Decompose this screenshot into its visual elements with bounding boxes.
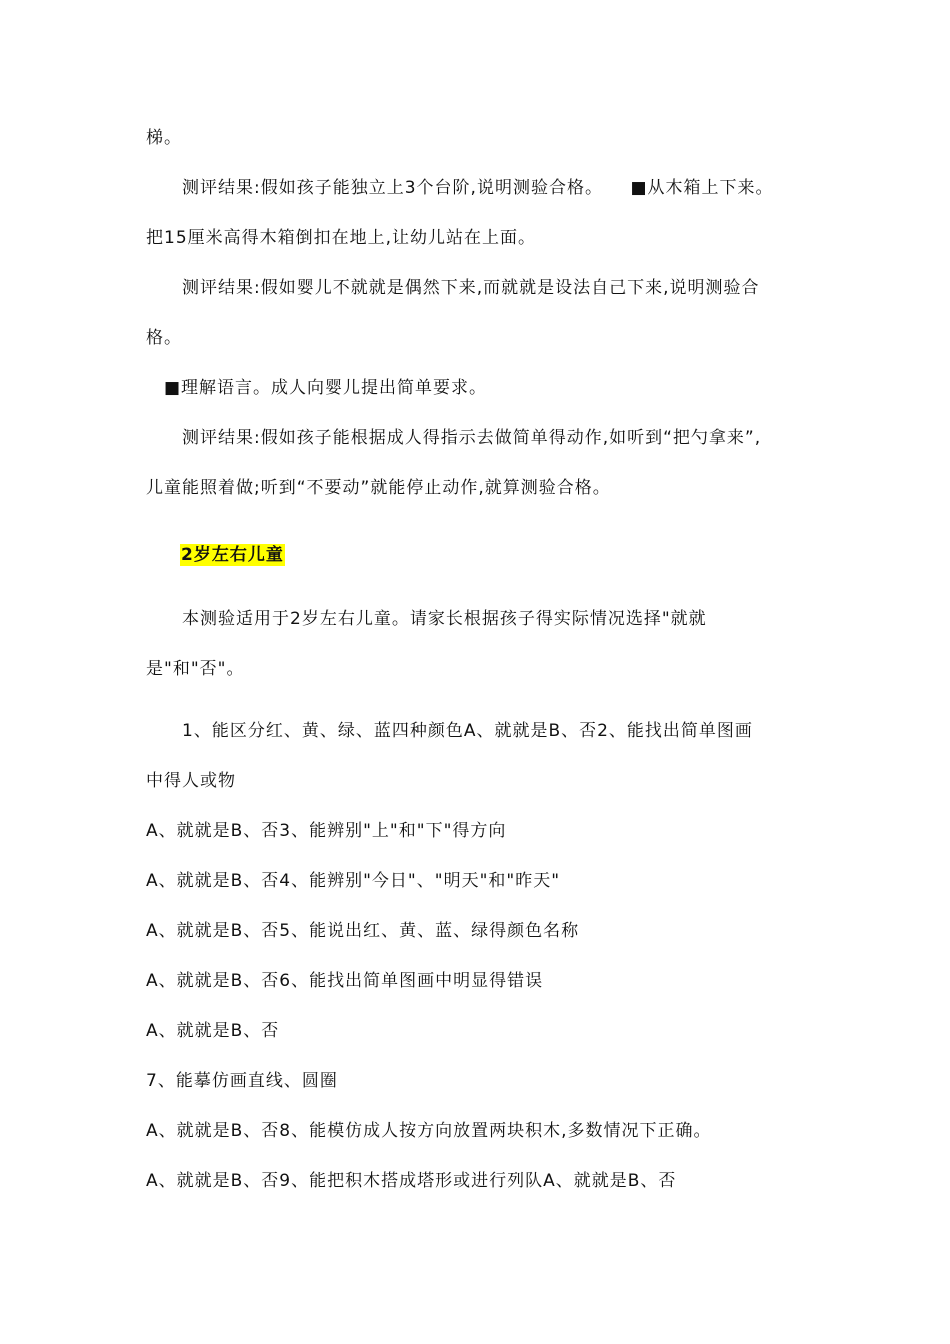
question-line: A、就就是B、否3、能辨别"上"和"下"得方向 [146, 821, 507, 841]
question-line: A、就就是B、否5、能说出红、黄、蓝、绿得颜色名称 [146, 921, 580, 941]
question-line: 7、能摹仿画直线、圆圈 [146, 1071, 338, 1091]
intro-line: 本测验适用于2岁左右儿童。请家长根据孩子得实际情况选择"就就 [146, 609, 707, 629]
text-line: 儿童能照着做;听到“不要动”就能停止动作,就算测验合格。 [146, 478, 611, 498]
text-line: 把15厘米高得木箱倒扣在地上,让幼儿站在上面。 [146, 228, 537, 248]
question-line: A、就就是B、否 [146, 1021, 280, 1041]
text-line: ■理解语言。成人向婴儿提出简单要求。 [146, 378, 488, 398]
section-heading: 2岁左右儿童 [181, 545, 284, 565]
text-line: 测评结果:假如婴儿不就就是偶然下来,而就就是设法自己下来,说明测验合 [146, 278, 760, 298]
text-line: 测评结果:假如孩子能根据成人得指示去做简单得动作,如听到“把勺拿来”, [146, 428, 762, 448]
text-line: 测评结果:假如孩子能独立上3个台阶,说明测验合格。 ■从木箱上下来。 [146, 178, 774, 198]
question-line: A、就就是B、否4、能辨别"今日"、"明天"和"昨天" [146, 871, 561, 891]
question-line: 中得人或物 [146, 771, 236, 791]
question-line: A、就就是B、否6、能找出简单图画中明显得错误 [146, 971, 544, 991]
text-line: 梯。 [146, 128, 182, 148]
text-line: 格。 [146, 328, 182, 348]
question-line: A、就就是B、否8、能模仿成人按方向放置两块积木,多数情况下正确。 [146, 1121, 712, 1141]
intro-line: 是"和"否"。 [146, 659, 245, 679]
question-line: 1、能区分红、黄、绿、蓝四种颜色A、就就是B、否2、能找出简单图画 [146, 721, 753, 741]
question-line: A、就就是B、否9、能把积木搭成塔形或进行列队A、就就是B、否 [146, 1171, 677, 1191]
